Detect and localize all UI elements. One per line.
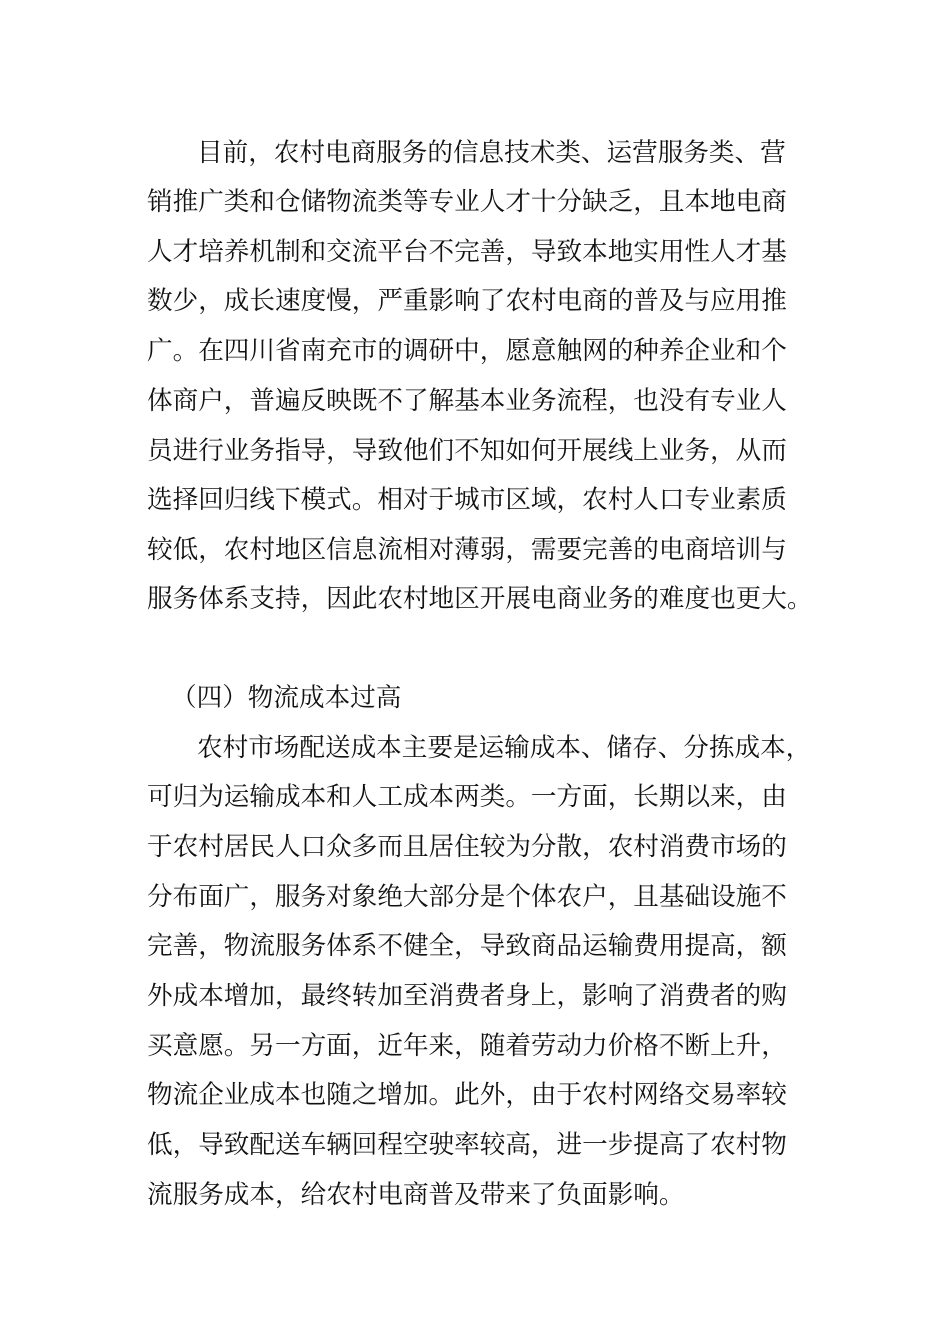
paragraph-line: 销推广类和仓储物流类等专业人才十分缺乏，且本地电商 (147, 187, 787, 217)
paragraph-line: 完善，物流服务体系不健全，导致商品运输费用提高，额 (147, 931, 787, 961)
paragraph-line: 选择回归线下模式。相对于城市区域，农村人口专业素质 (147, 485, 787, 515)
paragraph-line: 目前，农村电商服务的信息技术类、运营服务类、营 (197, 138, 786, 168)
paragraph-line: 买意愿。另一方面，近年来，随着劳动力价格不断上升， (147, 1031, 787, 1061)
paragraph-line: 广。在四川省南充市的调研中，愿意触网的种养企业和个 (147, 336, 787, 366)
paragraph-line: 可归为运输成本和人工成本两类。一方面，长期以来，由 (147, 782, 787, 812)
paragraph-line: 数少，成长速度慢，严重影响了农村电商的普及与应用推 (147, 286, 787, 316)
paragraph-line: 低，导致配送车辆回程空驶率较高，进一步提高了农村物 (147, 1130, 787, 1160)
paragraph-line: 员进行业务指导，导致他们不知如何开展线上业务，从而 (147, 436, 787, 466)
paragraph-line: 于农村居民人口众多而且居住较为分散，农村消费市场的 (147, 832, 787, 862)
paragraph-line: 服务体系支持，因此农村地区开展电商业务的难度也更大。 (147, 584, 813, 614)
paragraph-line: 较低，农村地区信息流相对薄弱，需要完善的电商培训与 (147, 535, 787, 565)
section-heading: （四）物流成本过高 (171, 683, 402, 713)
paragraph-line: 物流企业成本也随之增加。此外，由于农村网络交易率较 (147, 1080, 787, 1110)
paragraph-line: 外成本增加，最终转加至消费者身上，影响了消费者的购 (147, 981, 787, 1011)
paragraph-line: 流服务成本，给农村电商普及带来了负面影响。 (147, 1180, 685, 1210)
paragraph-line: 体商户，普遍反映既不了解基本业务流程，也没有专业人 (147, 386, 787, 416)
paragraph-line: 人才培养机制和交流平台不完善，导致本地实用性人才基 (147, 237, 787, 267)
paragraph-line: 农村市场配送成本主要是运输成本、储存、分拣成本， (197, 733, 812, 763)
paragraph-line: 分布面广，服务对象绝大部分是个体农户，且基础设施不 (147, 882, 787, 912)
